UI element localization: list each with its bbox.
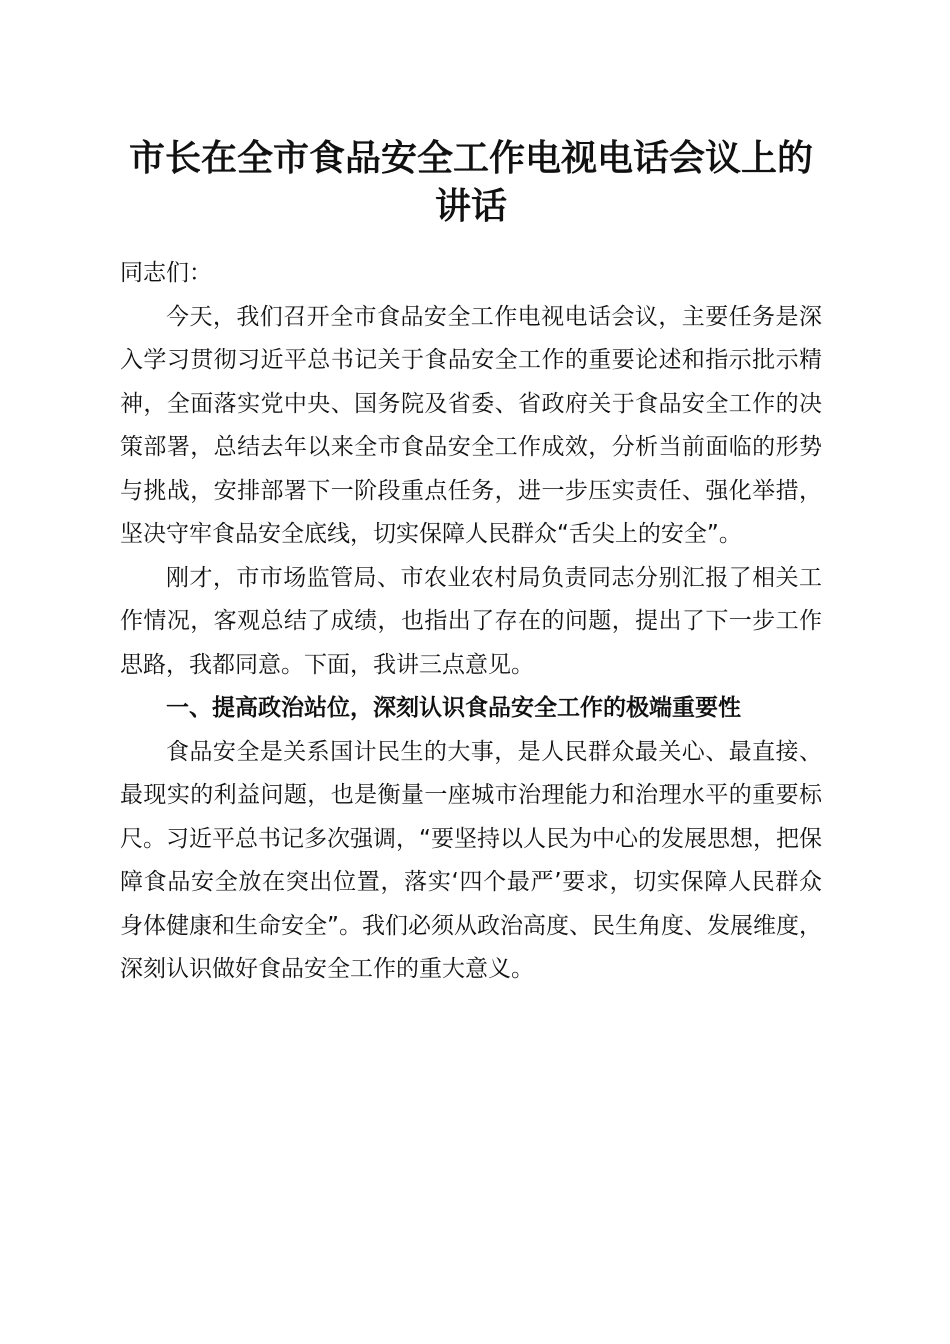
salutation: 同志们： — [120, 260, 212, 286]
section-heading-1: 一、提高政治站位，深刻认识食品安全工作的极端重要性 — [166, 695, 741, 721]
document-title: 市长在全市食品安全工作电视电话会议上的讲话 — [128, 137, 813, 227]
paragraph-reports: 刚才，市市场监管局、市农业农村局负责同志分别汇报了相关工作情况，客观总结了成绩，也指出了存在的问题，提出了下一步工作思路，我都同意。下面，我讲三点意见。 — [120, 564, 822, 678]
paragraph-opening: 今天，我们召开全市食品安全工作电视电话会议，主要任务是深入学习贯彻习近平总书记关于食品安全工作的重要论述和指示批示精神，全面落实党中央、国务院及省委、省政府关于食品安全工作的决策部署，总结去年以来全市食品安全工作成效，分析当前面临的形势与挑战，安排部署下一阶段重点任务，进一步压实责任、强化举措，坚决守牢食品安全底线，切实保障人民群众“舌尖上的安全”。 — [120, 303, 822, 547]
document-body — [120, 252, 822, 992]
paragraph-section-1: 食品安全是关系国计民生的大事，是人民群众最关心、最直接、最现实的利益问题，也是衡量一座城市治理能力和治理水平的重要标尺。习近平总书记多次强调，“要坚持以人民为中心的发展思想，把保障食品安全放在突出位置，落实‘四个最严’要求，切实保障人民群众身体健康和生命安全”。我们必须从政治高度、民生角度、发展维度，深刻认识做好食品安全工作的重大意义。 — [120, 738, 822, 982]
